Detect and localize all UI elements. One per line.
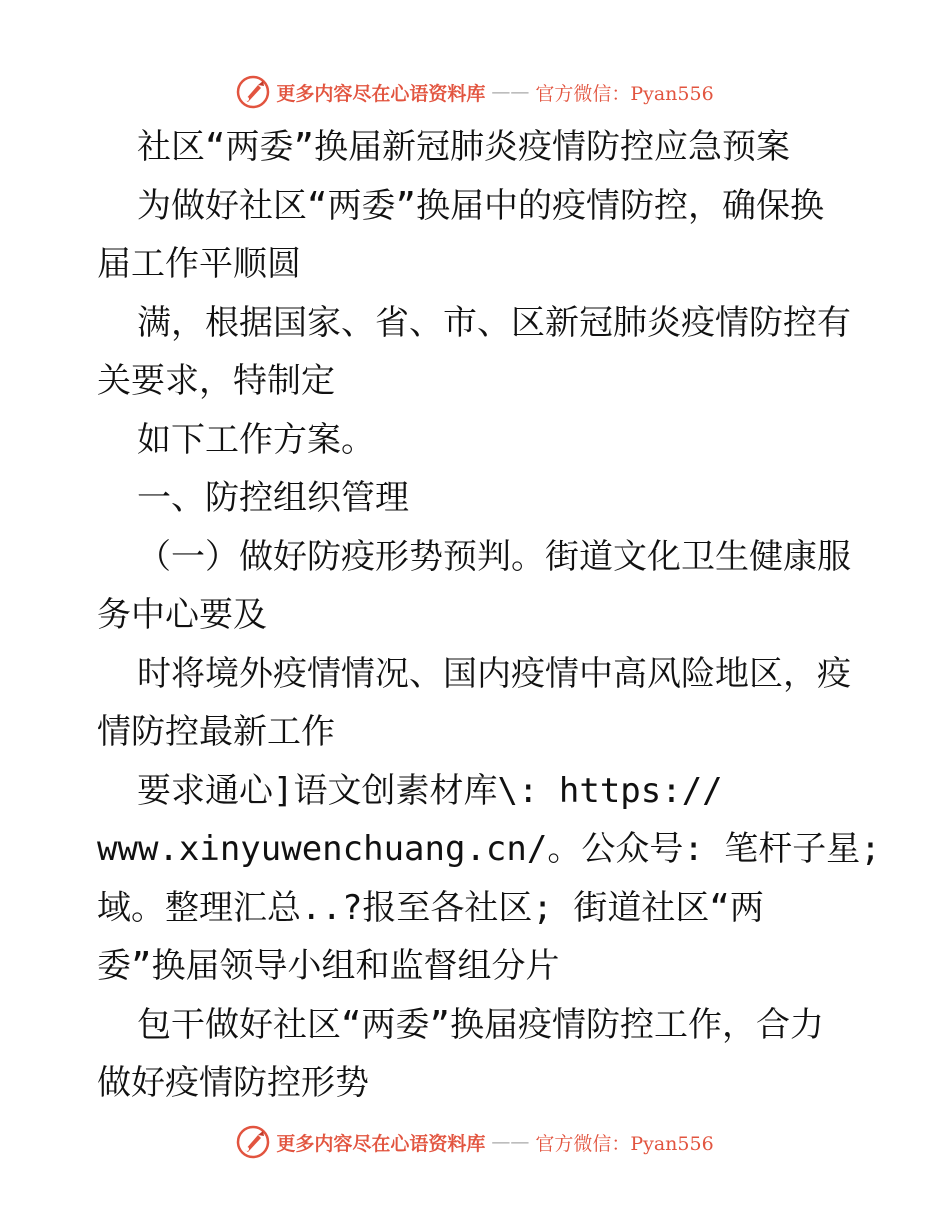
- footer-watermark-banner: [0, 1122, 950, 1162]
- paragraph-line: 委”换届领导小组和监督组分片: [97, 946, 560, 986]
- paragraph-line: （一）做好防疫形势预判。街道文化卫生健康服: [137, 536, 851, 577]
- section-heading: 一、防控组织管理: [137, 478, 409, 518]
- paragraph-line: 域。整理汇总..?报至各社区; 街道社区“两: [97, 887, 764, 928]
- quill-logo-icon: [236, 75, 270, 109]
- paragraph-line: 包干做好社区“两委”换届疫情防控工作，合力: [137, 1004, 824, 1045]
- watermark-wechat-text: 官方微信：Pyan556: [535, 1132, 714, 1155]
- paragraph-line: 务中心要及: [97, 595, 267, 635]
- document-title: 社区“两委”换届新冠肺炎疫情防控应急预案: [137, 127, 790, 167]
- header-watermark-banner: [0, 72, 950, 112]
- paragraph-line: 满，根据国家、省、市、区新冠肺炎疫情防控有: [137, 302, 851, 343]
- document-body: [97, 118, 881, 1113]
- watermark-brand-text: 更多内容尽在心语资料库: [276, 1132, 486, 1155]
- paragraph-line: 届工作平顺圆: [97, 244, 301, 284]
- watermark-separator: ——: [491, 81, 530, 103]
- paragraph-line: 关要求，特制定: [97, 361, 335, 401]
- watermark-wechat-text: 官方微信：Pyan556: [535, 82, 714, 105]
- watermark-separator: ——: [491, 1131, 530, 1153]
- paragraph-line: 要求通心]语文创素材库\: https://: [137, 770, 723, 811]
- paragraph-line: www.xinyuwenchuang.cn/。公众号: 笔杆子星;: [97, 829, 881, 869]
- paragraph-line: 如下工作方案。: [137, 419, 375, 460]
- paragraph-line: 时将境外疫情情况、国内疫情中高风险地区，疫: [137, 653, 851, 694]
- paragraph-line: 情防控最新工作: [97, 712, 335, 752]
- paragraph-line: 为做好社区“两委”换届中的疫情防控，确保换: [137, 185, 824, 226]
- paragraph-line: 做好疫情防控形势: [97, 1063, 369, 1103]
- watermark-brand-text: 更多内容尽在心语资料库: [276, 82, 486, 105]
- quill-logo-icon: [236, 1125, 270, 1159]
